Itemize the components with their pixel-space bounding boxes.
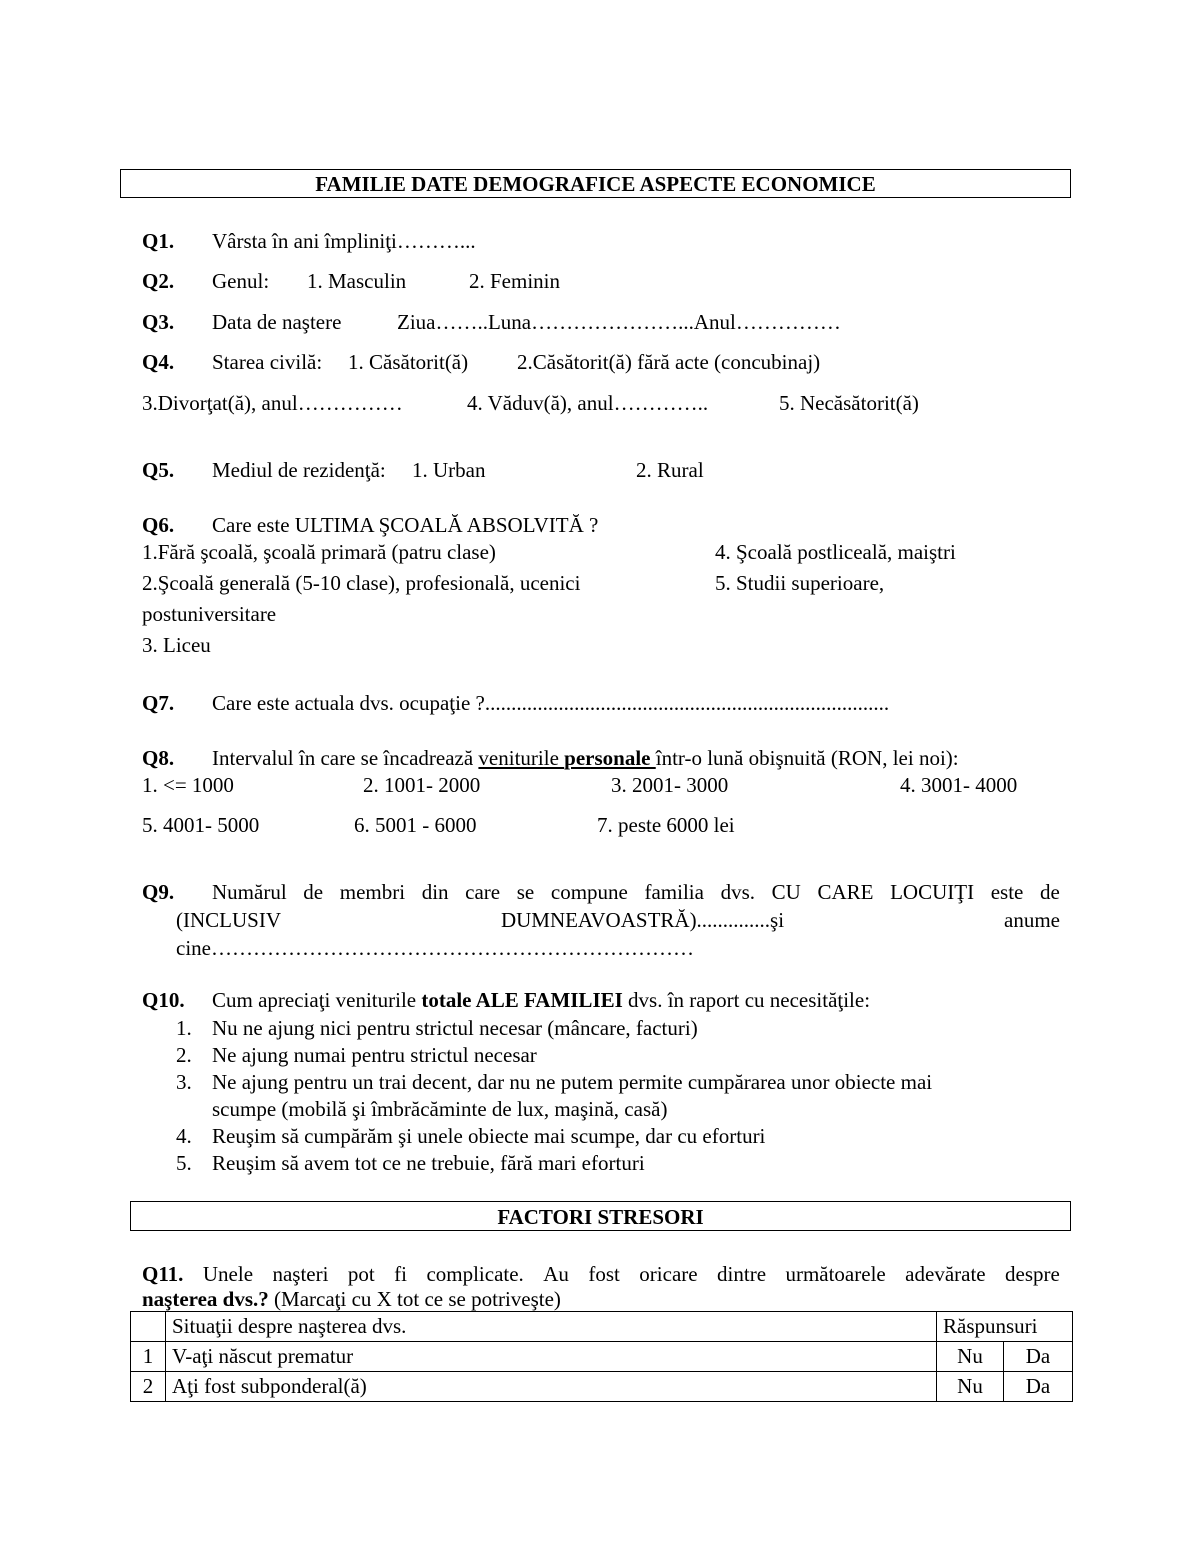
q9-line-3[interactable]: cine…………………………………………………………… xyxy=(176,936,694,960)
q4-label: Q4. xyxy=(142,350,175,374)
section-title-demographics-text: FAMILIE DATE DEMOGRAFICE ASPECTE ECONOMICE xyxy=(315,172,876,196)
q9-word: LOCUIŢI xyxy=(890,880,975,904)
q11-line-2 xyxy=(142,1289,561,1310)
q9-line-2 xyxy=(176,910,1060,931)
q11-word: următoarele xyxy=(785,1262,886,1286)
q10-option-1-num: 1. xyxy=(176,1016,192,1040)
q10-option-5[interactable]: Reuşim să avem tot ce ne trebuie, fără mari eforturi xyxy=(212,1151,645,1175)
q11-instruction: (Marcaţi cu X tot ce se potriveşte) xyxy=(268,1287,561,1311)
q9-word: este xyxy=(990,880,1024,904)
q9-word: (INCLUSIV xyxy=(176,908,281,932)
q5-prompt: Mediul de rezidenţă: xyxy=(212,458,386,482)
q11-word: complicate. xyxy=(426,1262,524,1286)
q9-word: de xyxy=(1040,880,1060,904)
q4-option-concubinage[interactable]: 2.Căsătorit(ă) fără acte (concubinaj) xyxy=(517,350,821,374)
q8-option-2[interactable]: 2. 1001- 2000 xyxy=(363,773,481,797)
q4-option-widowed[interactable]: 4. Văduv(ă), anul………….. xyxy=(467,391,709,415)
q9-word: din xyxy=(421,880,449,904)
q9-word: de xyxy=(303,880,324,904)
q11-word: dintre xyxy=(717,1262,767,1286)
q2-option-female[interactable]: 2. Feminin xyxy=(469,269,561,293)
q4-option-unmarried[interactable]: 5. Necăsătorit(ă) xyxy=(779,391,919,415)
q5-label: Q5. xyxy=(142,458,175,482)
q9-label: Q9. xyxy=(142,880,175,904)
section-title-stressors xyxy=(130,1201,1071,1231)
q8-label: Q8. xyxy=(142,746,175,770)
q11-word: Au xyxy=(543,1262,569,1286)
q11-word: oricare xyxy=(639,1262,698,1286)
section-title-demographics xyxy=(120,169,1071,198)
q10-option-4[interactable]: Reuşim să cumpărăm şi unele obiecte mai scumpe, dar cu eforturi xyxy=(212,1124,766,1148)
q10-option-2-num: 2. xyxy=(176,1043,192,1067)
q10-option-5-num: 5. xyxy=(176,1151,192,1175)
q11-word: despre xyxy=(1005,1262,1060,1286)
answer-yes-cell[interactable]: Da xyxy=(1004,1342,1073,1372)
q9-word: care xyxy=(465,880,501,904)
q3-label: Q3. xyxy=(142,310,175,334)
q2-prompt: Genul: xyxy=(212,269,270,293)
q10-text-start: Cum apreciaţi veniturile xyxy=(212,988,422,1012)
table-row-situation: V-aţi născut prematur xyxy=(166,1342,937,1372)
q11-word: fost xyxy=(588,1262,620,1286)
q8-text-income: veniturile xyxy=(478,746,565,770)
q10-text-end: dvs. în raport cu necesităţile: xyxy=(622,988,871,1012)
q6-option-2[interactable]: 2.Şcoală generală (5-10 clase), profesională, ucenici xyxy=(142,571,581,595)
table-header-num xyxy=(131,1312,166,1342)
answer-no-cell[interactable]: Nu xyxy=(937,1342,1004,1372)
q8-text-end: -o lună obişnuită (RON, lei noi): xyxy=(684,746,959,770)
q10-label: Q10. xyxy=(142,988,185,1012)
q11-word: pot xyxy=(347,1262,375,1286)
q8-text-personal: personale xyxy=(564,746,656,770)
q9-word: dvs. xyxy=(720,880,756,904)
q2-label: Q2. xyxy=(142,269,175,293)
table-header-answers: Răspunsuri xyxy=(937,1312,1073,1342)
q6-option-5-continued: postuniversitare xyxy=(142,602,277,626)
q6-option-3[interactable]: 3. Liceu xyxy=(142,633,211,657)
q11-situations-table xyxy=(130,1311,1073,1402)
q10-text xyxy=(212,990,870,1011)
q1-label: Q1. xyxy=(142,229,175,253)
q8-text-in: într xyxy=(655,746,685,770)
q10-option-3-continued: scumpe (mobilă şi îmbrăcăminte de lux, maşină, casă) xyxy=(212,1097,668,1121)
table-row-num: 1 xyxy=(131,1342,166,1372)
answer-yes-cell[interactable]: Da xyxy=(1004,1372,1073,1402)
q7-label: Q7. xyxy=(142,691,175,715)
q9-line-1 xyxy=(212,882,1060,903)
q8-option-6[interactable]: 6. 5001 - 6000 xyxy=(354,813,477,837)
q11-word: fi xyxy=(394,1262,407,1286)
answer-no-cell[interactable]: Nu xyxy=(937,1372,1004,1402)
q9-word: Numărul xyxy=(212,880,287,904)
q9-word: anume xyxy=(1004,908,1060,932)
q6-label: Q6. xyxy=(142,513,175,537)
q11-label: Q11. xyxy=(142,1262,184,1286)
q1-text: Vârsta în ani împliniţi………... xyxy=(212,229,476,253)
q9-word[interactable]: DUMNEAVOASTRĂ)..............şi xyxy=(500,908,785,932)
q10-option-1[interactable]: Nu ne ajung nici pentru strictul necesar (mâncare, facturi) xyxy=(212,1016,698,1040)
q10-text-bold: totale ALE FAMILIEI xyxy=(421,988,623,1012)
q3-prompt: Data de naştere xyxy=(212,310,342,334)
q6-option-4[interactable]: 4. Şcoală postliceală, maiştri xyxy=(715,540,956,564)
q10-option-3[interactable]: Ne ajung pentru un trai decent, dar nu ne putem permite cumpărarea unor obiecte mai xyxy=(212,1070,933,1094)
q8-option-5[interactable]: 5. 4001- 5000 xyxy=(142,813,260,837)
q4-option-divorced[interactable]: 3.Divorţat(ă), anul…………… xyxy=(142,391,403,415)
table-row-num: 2 xyxy=(131,1372,166,1402)
q8-option-7[interactable]: 7. peste 6000 lei xyxy=(597,813,735,837)
q9-word: familia xyxy=(644,880,704,904)
q8-text xyxy=(212,748,959,769)
q10-option-3-num: 3. xyxy=(176,1070,192,1094)
q11-line-1 xyxy=(142,1264,1060,1285)
q9-word: CU xyxy=(771,880,801,904)
q11-word: Unele xyxy=(202,1262,254,1286)
q2-option-male[interactable]: 1. Masculin xyxy=(307,269,407,293)
table-row xyxy=(131,1342,1073,1372)
q4-option-married[interactable]: 1. Căsătorit(ă) xyxy=(348,350,469,374)
q11-birth-label: naşterea dvs.? xyxy=(142,1287,269,1311)
q5-option-urban[interactable]: 1. Urban xyxy=(412,458,486,482)
q11-word: adevărate xyxy=(905,1262,986,1286)
q9-word: se xyxy=(516,880,535,904)
section-title-stressors-text: FACTORI STRESORI xyxy=(497,1205,704,1229)
q10-option-2[interactable]: Ne ajung numai pentru strictul necesar xyxy=(212,1043,537,1067)
q6-option-5[interactable]: 5. Studii superioare, xyxy=(715,571,885,595)
q11-word: naşteri xyxy=(272,1262,329,1286)
table-header-situation: Situaţii despre naşterea dvs. xyxy=(166,1312,937,1342)
q8-text-start: Intervalul în care se încadrează xyxy=(212,746,479,770)
q7-text[interactable]: Care este actuala dvs. ocupaţie ?............................................................................. xyxy=(212,691,890,715)
table-header-row xyxy=(131,1312,1073,1342)
q6-text: Care este ULTIMA ŞCOALĂ ABSOLVITĂ ? xyxy=(212,513,599,537)
q4-prompt: Starea civilă: xyxy=(212,350,323,374)
table-row xyxy=(131,1372,1073,1402)
q9-word: membri xyxy=(339,880,406,904)
table-row-situation: Aţi fost subponderal(ă) xyxy=(166,1372,937,1402)
q6-option-1[interactable]: 1.Fără şcoală, şcoală primară (patru clase) xyxy=(142,540,496,564)
q3-date-fields[interactable]: Ziua……..Luna…………………...Anul…………… xyxy=(397,310,841,334)
q9-word: compune xyxy=(550,880,628,904)
q5-option-rural[interactable]: 2. Rural xyxy=(636,458,704,482)
q10-option-4-num: 4. xyxy=(176,1124,192,1148)
q8-option-4[interactable]: 4. 3001- 4000 xyxy=(900,773,1018,797)
q9-word: CARE xyxy=(817,880,874,904)
q8-option-3[interactable]: 3. 2001- 3000 xyxy=(611,773,729,797)
q8-option-1[interactable]: 1. <= 1000 xyxy=(142,773,234,797)
